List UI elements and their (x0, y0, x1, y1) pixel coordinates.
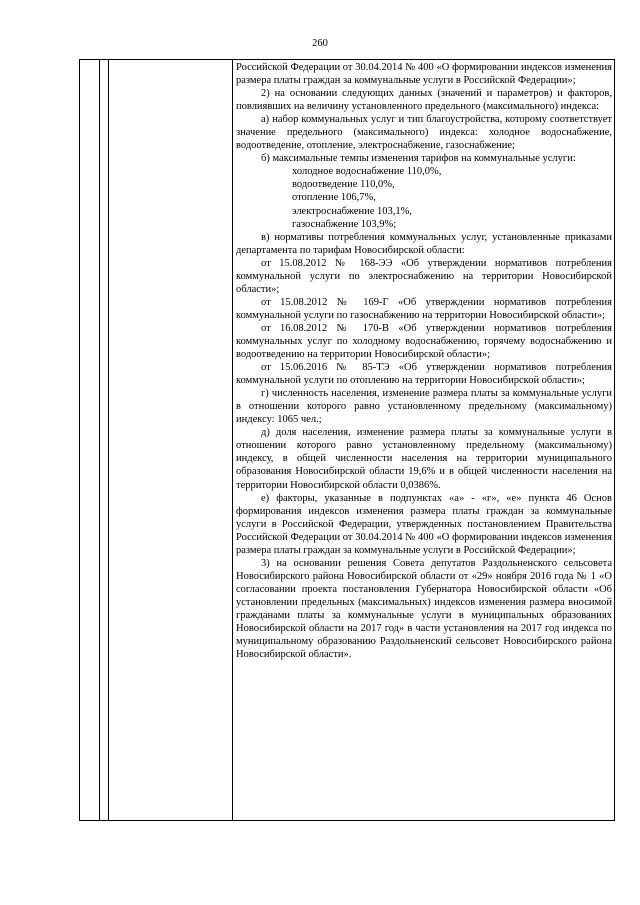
paragraph-subpoint-g: г) численность населения, изменение размера платы за коммунальные услуги в отношении которого равно установленному предельному (максимальному) индексу: 1065 чел.; (236, 388, 612, 426)
column-divider (232, 60, 233, 820)
paragraph-subpoint-e: е) факторы, указанные в подпунктах «а» - «г», «е» пункта 46 Основ формирования индексов изменения размера платы граждан за коммунальные услуги в Российской Федерации, утвержденных постановлением Правительства Российской Федерации от 30.04.2014 № 400 «О формировании индексов изменения размера платы граждан за коммунальные услуги в Российской Федерации»; (236, 492, 612, 556)
tariff-item: отопление 106,7%, (292, 192, 376, 204)
paragraph-order-85: от 15.06.2016 № 85-ТЭ «Об утверждении нормативов потребления коммунальной услуги по отоплению на территории Новосибирской области»; (236, 362, 612, 387)
document-table (79, 59, 615, 821)
paragraph-subpoint-d: д) доля населения, изменение размера платы за коммунальные услуги в отношении которого равно установленному предельному (максимальному) индексу, в общей численности населения на территории муниципального образования Новосибирской области 19,6% и в общей численности населения на территории Новосибирской области 0,0386%. (236, 427, 612, 491)
tariff-list (236, 165, 612, 230)
paragraph-order-169: от 15.08.2012 № 169-Г «Об утверждении нормативов потребления коммунальной услуги по газоснабжению на территории Новосибирской области»; (236, 296, 612, 321)
paragraph-decree-reference: Российской Федерации от 30.04.2014 № 400 «О формировании индексов изменения размера платы граждан за коммунальные услуги в Российской Федерации»; (236, 62, 612, 87)
paragraph-order-168: от 15.08.2012 № 168-ЭЭ «Об утверждении нормативов потребления коммунальной услуги по электроснабжению на территории Новосибирской области»; (236, 257, 612, 295)
tariff-item: газоснабжение 103,9%; (292, 218, 397, 230)
tariff-item: холодное водоснабжение 110,0%, (292, 166, 442, 178)
page-number: 260 (312, 38, 328, 49)
content-cell (236, 61, 612, 661)
paragraph-order-170: от 16.08.2012 № 170-В «Об утверждении нормативов потребления коммунальных услуг по холодному водоснабжению, горячему водоснабжению и водоотведению на территории Новосибирской области»; (236, 322, 612, 361)
paragraph-point-2: 2) на основании следующих данных (значений и параметров) и факторов, повлиявших на величину установленного предельного (максимального) индекса: (236, 88, 612, 113)
paragraph-point-3: 3) на основании решения Совета депутатов Раздольненского сельсовета Новосибирского района Новосибирской области от «29» ноября 2016 года № 1 «О согласовании проекта постановления Губернатора Новосибирской области «Об установлении предельных (максимальных) индексов изменения размера вносимой гражданами платы за коммунальные услуги в муниципальных образованиях Новосибирской области на 2017 год» в части установления на 2017 год индекса по муниципальному образованию Раздольненский сельсовет Новосибирского района Новосибирской области». (236, 557, 612, 661)
paragraph-subpoint-a: а) набор коммунальных услуг и тип благоустройства, которому соответствует значение предельного (максимального) индекса: холодное водоснабжение, водоотведение, отопление, электроснабжение, газоснабжение; (236, 114, 612, 152)
column-divider (99, 60, 100, 820)
tariff-item: водоотведение 110,0%, (292, 179, 395, 191)
paragraph-subpoint-v: в) нормативы потребления коммунальных услуг, установленные приказами департамента по тарифам Новосибирской области: (236, 231, 612, 256)
paragraph-subpoint-b: б) максимальные темпы изменения тарифов на коммунальные услуги: (261, 153, 576, 165)
column-divider (108, 60, 109, 820)
tariff-item: электроснабжение 103,1%, (292, 205, 412, 217)
